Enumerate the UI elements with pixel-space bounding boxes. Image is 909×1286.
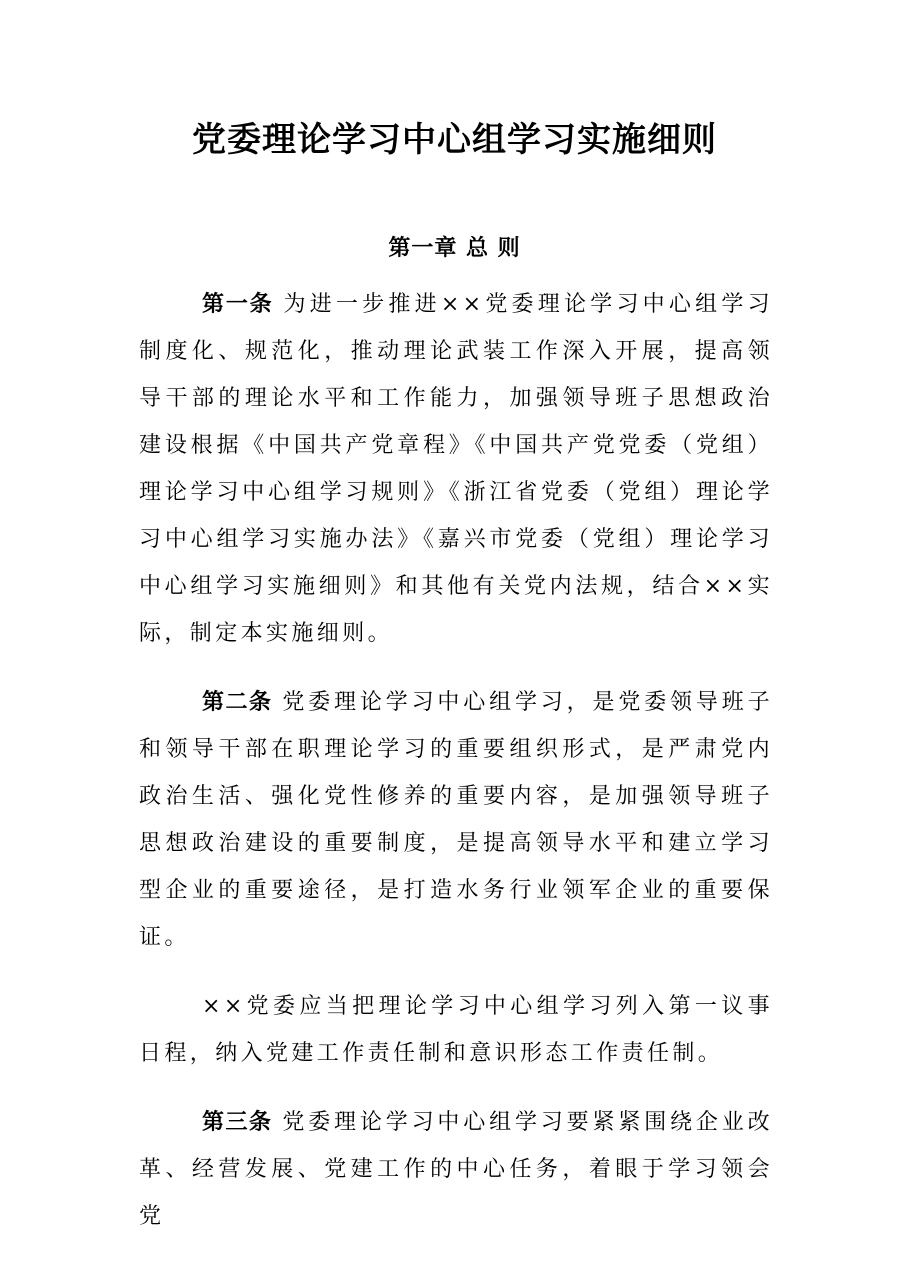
paragraph-article-1	[139, 281, 773, 657]
document-body	[139, 281, 773, 1240]
paragraph-text: 为进一步推进××党委理论学习中心组学习制度化、规范化，推动理论武装工作深入开展，提高领导干部的理论水平和工作能力，加强领导班子思想政治建设根据《中国共产党章程》《中国共产党党委（党组）理论学习中心组学习规则》《浙江省党委（党组）理论学习中心组学习实施办法》《嘉兴市党委（党组）理论学习中心组学习实施细则》和其他有关党内法规，结合××实际，制定本实施细则。	[139, 292, 773, 646]
chapter-heading: 第一章 总 则	[388, 235, 521, 261]
article-label: 第一条	[202, 291, 274, 317]
paragraph-continuation	[139, 983, 773, 1077]
paragraph-text: 党委理论学习中心组学习，是党委领导班子和领导干部在职理论学习的重要组织形式，是严肃党内政治生活、强化党性修养的重要内容，是加强领导班子思想政治建设的重要制度，是提高领导水平和建立学习型企业的重要途径，是打造水务行业领军企业的重要保证。	[139, 690, 773, 950]
article-label: 第三条	[202, 1109, 273, 1135]
paragraph-text: 党委理论学习中心组学习要紧紧围绕企业改革、经营发展、党建工作的中心任务，着眼于学习领会党	[139, 1110, 773, 1229]
paragraph-article-3	[139, 1099, 773, 1240]
article-label: 第二条	[202, 689, 273, 715]
document-title: 党委理论学习中心组学习实施细则	[192, 120, 717, 160]
paragraph-article-2	[139, 679, 773, 961]
paragraph-text: ××党委应当把理论学习中心组学习列入第一议事日程，纳入党建工作责任制和意识形态工作责任制。	[139, 994, 773, 1066]
